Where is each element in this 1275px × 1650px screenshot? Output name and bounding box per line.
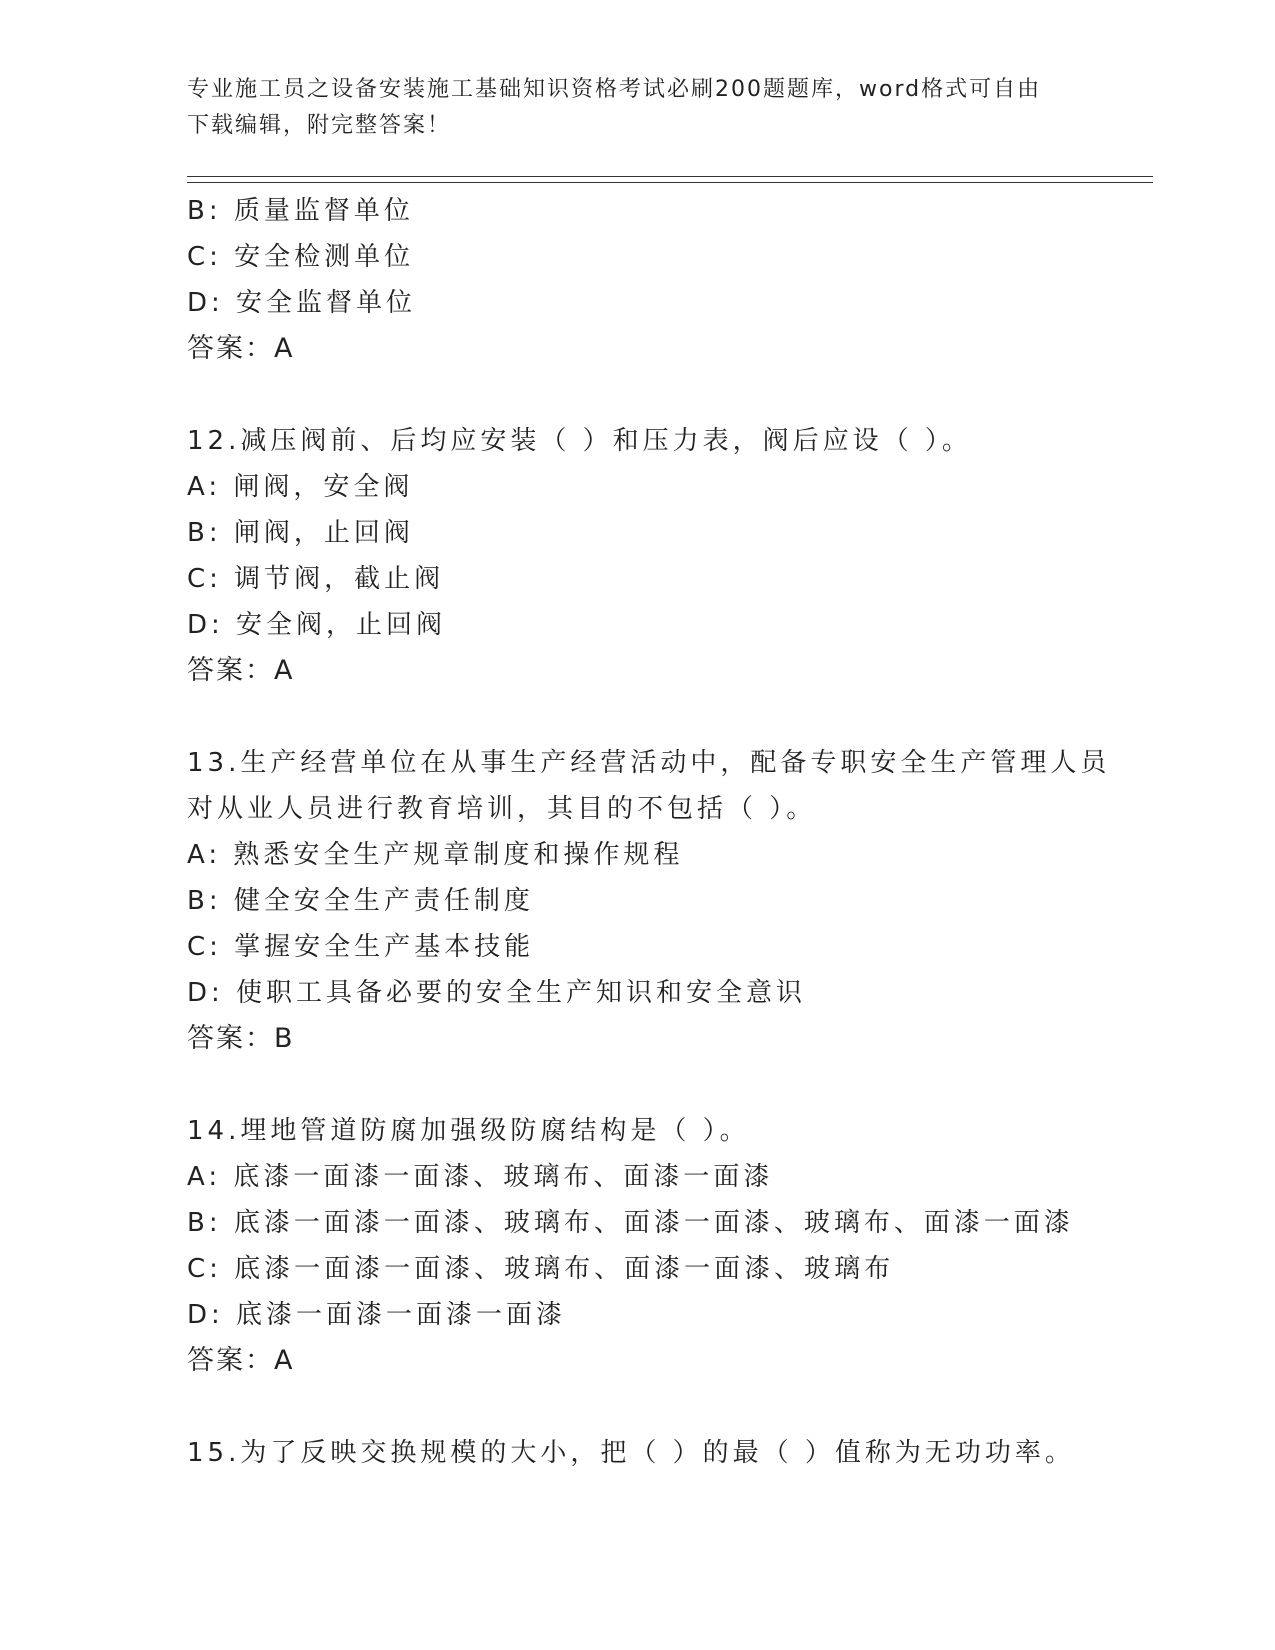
q11-option-b: B: 质量监督单位 — [187, 196, 414, 226]
q11-answer: 答案：A — [187, 333, 295, 364]
q11-option-d: D: 安全监督单位 — [187, 288, 417, 318]
q14-option-c: C: 底漆一面漆一面漆、玻璃布、面漆一面漆、玻璃布 — [187, 1254, 895, 1284]
question-14-block — [187, 1108, 1147, 1384]
q14-answer: 答案：A — [187, 1345, 295, 1376]
header-divider — [187, 176, 1153, 183]
q14-option-a: A: 底漆一面漆一面漆、玻璃布、面漆一面漆 — [187, 1162, 774, 1192]
q14-question: 14.埋地管道防腐加强级防腐结构是（ ）。 — [187, 1116, 750, 1146]
q14-option-d: D: 底漆一面漆一面漆一面漆 — [187, 1300, 567, 1330]
question-15-block — [187, 1430, 1147, 1476]
question-11-block — [187, 188, 1147, 372]
q13-option-d: D: 使职工具备必要的安全生产知识和安全意识 — [187, 978, 807, 1008]
spacer — [187, 694, 1147, 740]
q12-option-c: C: 调节阀，截止阀 — [187, 564, 445, 594]
q12-option-b: B: 闸阀，止回阀 — [187, 518, 414, 548]
q13-question-line-2: 对从业人员进行教育培训，其目的不包括（ ）。 — [187, 794, 817, 824]
spacer — [187, 1062, 1147, 1108]
header-title-line-1: 专业施工员之设备安装施工基础知识资格考试必刷200题题库，word格式可自由 — [187, 77, 1042, 102]
q13-question-line-1: 13.生产经营单位在从事生产经营活动中，配备专职安全生产管理人员 — [187, 748, 1111, 778]
question-12-block — [187, 418, 1147, 694]
question-list — [187, 188, 1147, 1476]
q12-question: 12.减压阀前、后均应安装（ ）和压力表，阀后应设（ ）。 — [187, 426, 972, 456]
q12-option-a: A: 闸阀，安全阀 — [187, 472, 414, 502]
q13-option-a: A: 熟悉安全生产规章制度和操作规程 — [187, 840, 684, 870]
q11-option-c: C: 安全检测单位 — [187, 242, 415, 272]
question-13-block — [187, 740, 1147, 1062]
document-header — [187, 72, 1067, 144]
spacer — [187, 372, 1147, 418]
q12-option-d: D: 安全阀，止回阀 — [187, 610, 447, 640]
q13-option-b: B: 健全安全生产责任制度 — [187, 886, 534, 916]
q13-answer: 答案：B — [187, 1023, 295, 1054]
q13-option-c: C: 掌握安全生产基本技能 — [187, 932, 535, 962]
header-title-line-2: 下载编辑，附完整答案！ — [187, 113, 452, 138]
q14-option-b: B: 底漆一面漆一面漆、玻璃布、面漆一面漆、玻璃布、面漆一面漆 — [187, 1208, 1074, 1238]
spacer — [187, 1384, 1147, 1430]
q15-question: 15.为了反映交换规模的大小，把（ ）的最（ ）值称为无功功率。 — [187, 1438, 1075, 1468]
q12-answer: 答案：A — [187, 655, 295, 686]
